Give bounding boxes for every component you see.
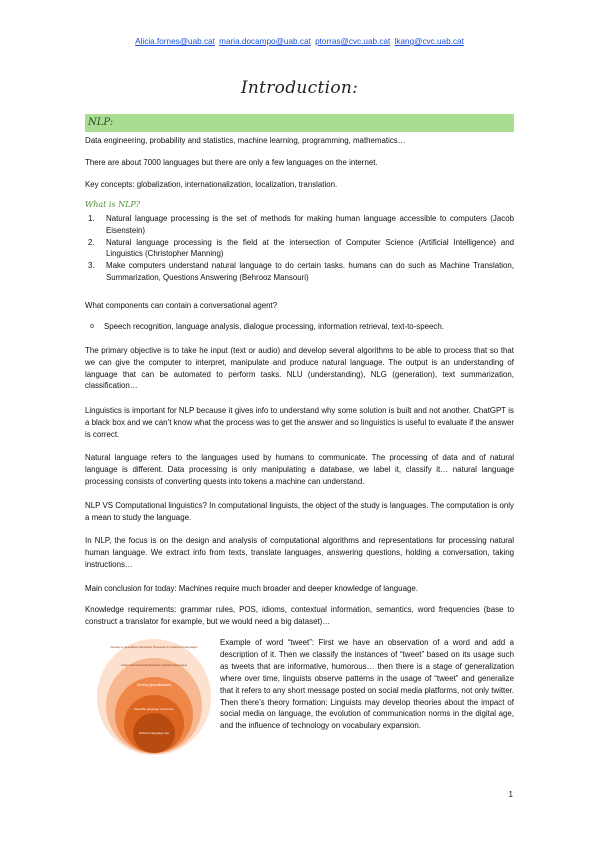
paragraph: Main conclusion for today: Machines require much broader and deeper knowledge of language. [85, 584, 418, 593]
email-link[interactable]: ptorras@cvc.uab.cat [315, 37, 391, 46]
email-link[interactable]: lkang@cvc.uab.cat [394, 37, 464, 46]
list-item: 3. Make computers understand natural language to do certain tasks. humans can do such as Machine Translation, Summarization, Questions Answering (Behrooz Mansouri) [88, 261, 514, 282]
diagram-label: Understand universal principles underlying languages [120, 663, 188, 667]
diagram-label: Observe language use [138, 731, 170, 735]
section-header-nlp: NLP: [85, 114, 514, 132]
linguistics-levels-diagram [95, 636, 213, 758]
diagram-label: Develop generalizations [136, 683, 172, 687]
email-link[interactable]: Alicia.fornes@uab.cat [135, 37, 215, 46]
paragraph: Data engineering, probability and statistics, machine learning, programming, mathematics… [85, 136, 406, 145]
paragraph: There are about 7000 languages but there are only a few languages on the internet. [85, 158, 378, 167]
definitions-list [88, 213, 514, 284]
paragraph: Key concepts: globalization, internationalization, localization, translation. [85, 180, 338, 189]
subheading-what-is-nlp: What is NLP? [85, 200, 141, 209]
list-item: 1. Natural language processing is the set of methods for making human language accessible to computers (Jacob Eisenstein) [88, 214, 514, 235]
page-title: Introduction: [240, 78, 359, 98]
author-emails [0, 36, 599, 47]
paragraph: NLP VS Computational linguistics? In computational linguists, the object of the study is languages. The computation is only a mean to study the language. [85, 501, 514, 522]
paragraph: Example of word “tweet”: First we have an observation of a word and add a description of it. Then we classify the instances of “tweet” based on its usage such as tweets that are informative, humorous… then there is a stage of generalization where over time, linguists observe patterns in the usage of “tweet” and generalize that it refers to any short message posted on social media platforms, not only twitter. Then there’s theory formation: Linguists may develop theories about the impact of social media on language, the evolution of communication norms in the digital age, and the influence of technology on vocabulary expansion. [220, 638, 514, 731]
paragraph: In NLP, the focus is on the design and analysis of computational algorithms and representations for processing natural human language. We extract info from texts, translate languages, answering questions, holding a conversation, taking instructions… [85, 536, 514, 569]
email-link[interactable]: maria.docampo@uab.cat [219, 37, 311, 46]
paragraph: The primary objective is to take he input (text or audio) and develop several algorithms to be able to process that so that we can give the computer to interpret, manipulate and produce natural language. The output is an understanding of language that can be automated to perform tasks. NLU (understanding), NLG (generation), text summarization, classification… [85, 346, 514, 391]
diagram-label: Describe language constructs [134, 707, 174, 711]
paragraph: What components can contain a conversational agent? [85, 301, 278, 310]
page-number: 1 [508, 790, 513, 799]
list-item: o Speech recognition, language analysis, dialogue processing, information retrieval, text-to-speech. [90, 322, 444, 331]
paragraph: Natural language refers to the languages used by humans to communicate. The processing of data and of natural language is different. Data processing is only manipulating a database, we label it, classify it… natural language processing consists of converting quests into tokens a machine can understand. [85, 453, 514, 486]
paragraph: Knowledge requirements: grammar rules, POS, idioms, contextual information, semantics, word frequencies (base to construct a translator for example, but we would need a big dataset)… [85, 605, 514, 626]
diagram-label: Develop a generalized theoretical framework for analysis of languages [110, 645, 198, 649]
bullet-icon: o [90, 323, 94, 330]
list-item: 2. Natural language processing is the field at the intersection of Computer Science (Artificial Intelligence) and Linguistics (Christopher Manning) [88, 237, 514, 259]
paragraph: Linguistics is important for NLP because it gives info to understand why some solution is built and not another. ChatGPT is a black box and we can’t know what the process was to get the answer and so linguistics is useful to evaluate if the answer is correct. [85, 406, 514, 439]
